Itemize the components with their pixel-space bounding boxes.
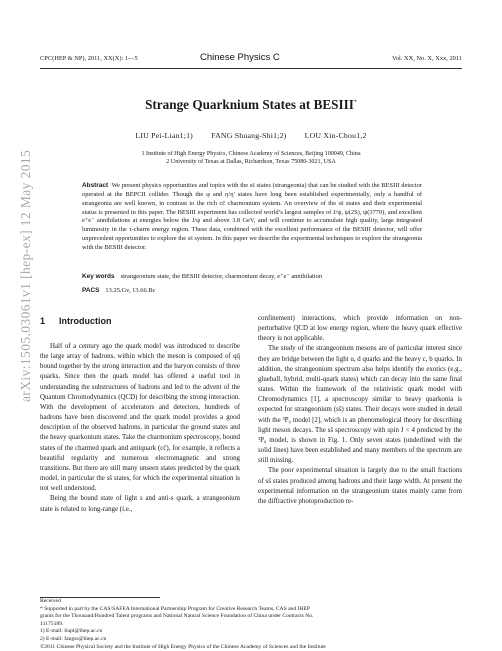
keywords-text: strangeonium state, the BESIII detector, charmonium decay, e⁺e⁻ annihilation [120, 273, 323, 280]
paper-title [0, 97, 502, 113]
abstract [82, 182, 422, 253]
section-title: Introduction [59, 316, 112, 326]
author-list [0, 131, 502, 140]
paper-title-text: Strange Quarknium States at BESIII [145, 97, 354, 112]
keywords [82, 272, 442, 280]
column-left [40, 342, 240, 515]
author-2: FANG Shuang-Shi1;2) [211, 131, 287, 140]
affiliation-2: 2 University of Texas at Dallas, Richardson, Texas 75080-3021, USA [166, 159, 336, 165]
footnote-line: 11175189. [40, 620, 64, 627]
footnote-line: 2) E-mail: fangss@ihep.ac.cn [40, 635, 107, 642]
author-3: LOU Xin-Chou1,2 [304, 131, 367, 140]
section-number: 1 [40, 316, 46, 326]
pacs-text: 13.25.Gv, 13.66.Bc [105, 287, 156, 294]
paragraph: The poor experimental situation is largely due to the small fractions of ss̄ states produced among hadrons and their large width. At present the experimental information on the strangeonium states mainly came from the diffractive photoproduction re- [258, 467, 462, 505]
section-heading [40, 316, 112, 326]
paragraph: Being the bound state of light s and anti-s quark, a strangeonium state is related to long-range (i.e., [40, 495, 240, 513]
title-footnote-mark: * [353, 99, 357, 106]
paragraph: The study of the strangeonium mesons are of particular interest since they are bridge between the light u, d quarks and the heavy c, b quarks. In addition, the strangeonium spectrum also helps identify the exotics (e.g., glueball, hybrid, multi-quark states) which can decay into the same final states. Within the framework of the relativistic quark model with Chromodynamics [1], a spectroscopy similar to heavy quarkonia is expected for strangeonium (ss̄) states. Their decays were studied in detail with the ³P₀ model [2], which is an phenomelogical theory for describing light meson decays. The ss̄ spectroscopy with spin J < 4 predicted by the ³P₀ model, is shown in Fig. 1. Only seven states (underlined with the solid lines) have been established and many members of the spectrum are still missing. [258, 345, 462, 465]
footnote-line: 1) E-mail: liupl@ihep.ac.cn [40, 628, 103, 635]
journal-citation: CPC(HEP & NP), 2011, XX(X): 1—5 [40, 55, 138, 62]
abstract-label: Abstract [82, 182, 109, 189]
footnote-line: Received [40, 598, 61, 604]
footnote-line: grants for the Thousand/Hundred Talent programs and National Natural Science Foundation of China under Contracts No. [40, 613, 314, 620]
journal-name: Chinese Physics C [200, 52, 280, 63]
column-right [258, 314, 462, 507]
affiliation-1: 1 Institute of High Energy Physics, Chinese Academy of Sciences, Beijing 100049, China [141, 151, 361, 157]
running-header [40, 50, 462, 66]
author-1: LIU Pei-Lian1;1) [135, 131, 193, 140]
header-rule [40, 68, 462, 69]
footnote-line: * Supported in part by the CAS/SAFEA International Partnership Program for Creative Research Teams, CAS and IHEP [40, 605, 310, 612]
paragraph: confinement) interactions, which provide information on non-perturbative QCD at low energy region, where the heavy quark effective theory is not applicable. [258, 315, 462, 343]
footnotes [40, 598, 462, 651]
pacs [82, 287, 155, 294]
keywords-label: Key words [82, 273, 115, 280]
footnote-line: ©2011 Chinese Physical Society and the Institute of High Energy Physics of the Chinese Academy of Sciences and the Institute [40, 643, 326, 650]
volume-info: Vol. XX, No. X, Xxx, 2011 [392, 55, 462, 62]
arxiv-stamp-text: arXiv:1505.03061v1 [hep-ex] 12 May 2015 [18, 149, 33, 402]
pacs-label: PACS [82, 287, 100, 294]
abstract-text: We present physics opportunities and topics with the ss̄ states (strangeonia) that can be studied with the BESIII detector operated at the BEPCII collider. Though the φ and η/η′ states have long been established experimentally, only a handful of strangeonia are well known, in contrast to the rich cc̄ charmonium system. An overview of the ss̄ states and their experimental status is presented in this paper. The BESIII experiment has collected world’s largest samples of J/ψ, ψ(2S), ψ(3770), and excellent e⁺e⁻ annihilations at energies below the J/ψ and above 3.8 GeV, and will continue to accumulate high quality, large integrated luminosity in the τ-charm energy region. These data, combined with the excellent performance of the BESIII detector, will offer unprecedent opportunities to explore the ss̄ system. In this paper we describe the experimental techniques to explore the strangeonia with the BESIII detector. [82, 182, 422, 251]
paragraph: Half of a century ago the quark model was introduced to describe the large array of hadrons, within which the meson is composed of qq̄ bound together by the strong interaction and the baryon consists of three quarks. Since then the quark model has offered a useful tool in understanding the substructures of hadrons and led to the advent of the Quantum Chromodynamics (QCD) for describing the strong interaction. With the development of accelerators and detectors, hundreds of hadrons have been discovered and the quark model provides a good description of the observed hadrons, in particular the ground states and the heavy quarkonium states. Take the charmonium spectroscopy, bound states of the charmed quark and antiquark (cc̄), for example, it reflects a beautiful regularity and numerous electromagnetic and strong transitions. But there are still many unseen states predicted by the quark model, in particular the ss̄ states, for which the experimental situation is not well understood. [40, 343, 240, 493]
